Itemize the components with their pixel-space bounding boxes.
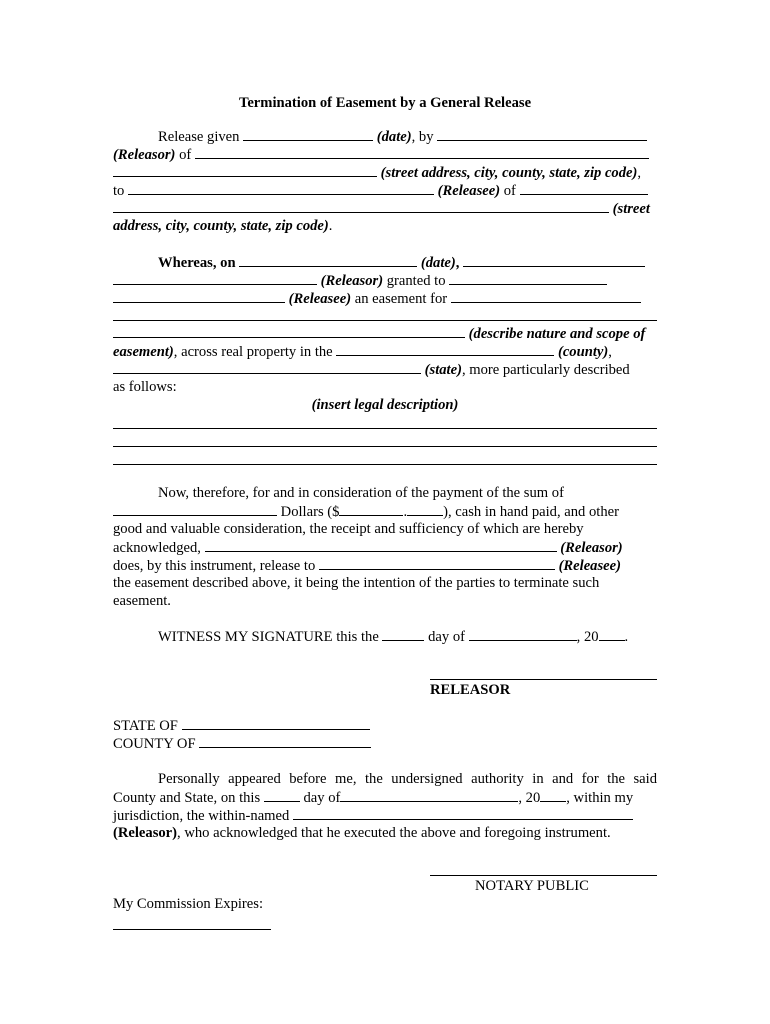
releasor-label-3: (Releasor) — [560, 540, 623, 556]
valuable-consideration-line: good and valuable consideration, the receipt and sufficiency of which are hereby — [113, 521, 584, 537]
acknowledged-label: acknowledged, — [113, 540, 201, 556]
releasor-signature-label: RELEASOR — [430, 682, 511, 698]
street-label: (street — [612, 201, 650, 217]
notary-month-field[interactable] — [340, 788, 518, 802]
street-address-line-1 — [113, 163, 641, 182]
address-label: address, city, county, state, zip code) — [113, 218, 329, 234]
jurisdiction-label: jurisdiction, the within-named — [113, 808, 290, 824]
easement-for-line — [113, 289, 641, 308]
period-2: . — [624, 629, 629, 645]
as-follows-label: as follows: — [113, 379, 177, 395]
street-address-line-3 — [113, 217, 332, 235]
cash-label: ), cash in hand paid, and other — [443, 504, 619, 520]
county-of-line — [113, 734, 371, 753]
day-of-label-2: day of — [303, 790, 341, 806]
witness-label: WITNESS MY SIGNATURE this the — [158, 629, 379, 645]
releasor-label-2: (Releasor) — [320, 273, 384, 289]
describe-label: (describe nature and scope of — [468, 326, 646, 342]
granted-to-field[interactable] — [449, 271, 607, 285]
easement-description-line[interactable] — [113, 320, 657, 321]
consideration-line: Now, therefore, for and in consideration of the payment of the sum of — [158, 485, 564, 501]
whereas-date-field[interactable] — [239, 253, 417, 267]
acknowledgment-line — [113, 824, 611, 842]
release-to-label: does, by this instrument, release to — [113, 558, 316, 574]
releasee-address-field[interactable] — [520, 181, 648, 195]
cents-amount-field[interactable] — [407, 502, 443, 516]
release-given-line — [158, 127, 647, 146]
whereas-field-2[interactable] — [463, 253, 645, 267]
whereas-label: Whereas, on — [158, 255, 236, 271]
comma-3: , — [608, 344, 612, 360]
releasor-signature-line[interactable] — [430, 679, 657, 680]
releasor-label: (Releasor) — [113, 147, 176, 163]
easement-for-field[interactable] — [451, 289, 641, 303]
date-label-2: (date) — [420, 255, 456, 271]
whereas-line — [158, 253, 645, 272]
witness-day-field[interactable] — [382, 627, 424, 641]
acknowledged-line — [113, 538, 623, 557]
state-label: (state) — [424, 362, 462, 378]
granting-releasor-field[interactable] — [113, 271, 317, 285]
period: . — [328, 218, 333, 234]
release-to-field[interactable] — [319, 556, 555, 570]
notary-date-line — [113, 788, 633, 807]
releasor-of-line — [113, 145, 649, 164]
county-of-label: COUNTY OF — [113, 736, 196, 752]
releasor-address-field[interactable] — [195, 145, 649, 159]
decimal-point: . — [403, 504, 408, 520]
release-to-line — [113, 556, 621, 575]
releasor-label-4: (Releasor) — [113, 825, 178, 841]
notary-year-field[interactable] — [540, 788, 566, 802]
commission-expires-label: My Commission Expires: — [113, 896, 263, 912]
release-given-label: Release given — [158, 129, 240, 145]
witness-year-field[interactable] — [599, 627, 625, 641]
jurisdiction-line — [113, 806, 633, 825]
personally-appeared-line: Personally appeared before me, the undersigned authority in and for the said — [158, 771, 657, 787]
dollar-amount-field[interactable] — [339, 502, 403, 516]
easement-releasee-field[interactable] — [113, 289, 285, 303]
notary-day-field[interactable] — [264, 788, 300, 802]
release-date-field[interactable] — [243, 127, 373, 141]
day-of-label: day of — [428, 629, 465, 645]
releasee-line — [113, 181, 648, 200]
commission-expires-field[interactable] — [113, 929, 271, 930]
across-label: , across real property in the — [173, 344, 333, 360]
witness-month-field[interactable] — [469, 627, 577, 641]
notary-state-field[interactable] — [182, 716, 370, 730]
acknowledged-releasor-field[interactable] — [205, 538, 557, 552]
state-field[interactable] — [113, 360, 421, 374]
state-of-label: STATE OF — [113, 718, 178, 734]
street-address-label: (street address, city, county, state, zip code) — [380, 165, 638, 181]
county-state-label: County and State, on this — [113, 790, 261, 806]
easement-end-line: easement. — [113, 593, 171, 609]
legal-description-line-3[interactable] — [113, 464, 657, 465]
releasor-address-field-2[interactable] — [113, 163, 377, 177]
easement-for-label: an easement for — [354, 291, 448, 307]
year-prefix-label: , 20 — [576, 629, 599, 645]
dollars-line — [113, 502, 619, 521]
releasee-address-field-2[interactable] — [113, 199, 609, 213]
describe-line — [113, 324, 645, 343]
within-my-label: , within my — [566, 790, 634, 806]
of-label: of — [179, 147, 192, 163]
witness-line — [158, 627, 628, 646]
easement-label: easement) — [113, 344, 174, 360]
street-address-line-2 — [113, 199, 650, 218]
releasee-label: (Releasee) — [437, 183, 501, 199]
acknowledgment-text: , who acknowledged that he executed the above and foregoing instrument. — [177, 825, 611, 841]
more-described-label: , more particularly described — [461, 362, 630, 378]
granted-to-label: granted to — [386, 273, 446, 289]
granted-line — [113, 271, 607, 290]
notary-signature-line[interactable] — [430, 875, 657, 876]
amount-words-field[interactable] — [113, 502, 277, 516]
comma-2: , — [455, 255, 460, 271]
to-label: to — [113, 183, 125, 199]
legal-description-label: (insert legal description) — [311, 397, 459, 413]
county-field[interactable] — [336, 342, 554, 356]
county-line — [113, 342, 612, 361]
releasee-label-3: (Releasee) — [558, 558, 621, 574]
releasee-name-field[interactable] — [128, 181, 434, 195]
by-label: , by — [411, 129, 434, 145]
date-label: (date) — [376, 129, 412, 145]
legal-description-line-1[interactable] — [113, 428, 657, 429]
easement-scope-field[interactable] — [113, 324, 465, 338]
year-prefix-label-2: , 20 — [518, 790, 541, 806]
state-line — [113, 360, 630, 379]
releasee-label-2: (Releasee) — [288, 291, 352, 307]
release-by-field[interactable] — [437, 127, 647, 141]
notary-county-field[interactable] — [199, 734, 371, 748]
notary-public-label: NOTARY PUBLIC — [475, 878, 589, 894]
state-of-line — [113, 716, 370, 735]
county-label: (county) — [557, 344, 609, 360]
of-label-2: of — [503, 183, 516, 199]
within-named-field[interactable] — [293, 806, 633, 820]
dollars-label: Dollars ($ — [280, 504, 340, 520]
comma: , — [637, 165, 642, 181]
intention-line: the easement described above, it being the intention of the parties to terminate such — [113, 575, 600, 591]
document-title: Termination of Easement by a General Release — [238, 95, 532, 111]
legal-description-line-2[interactable] — [113, 446, 657, 447]
